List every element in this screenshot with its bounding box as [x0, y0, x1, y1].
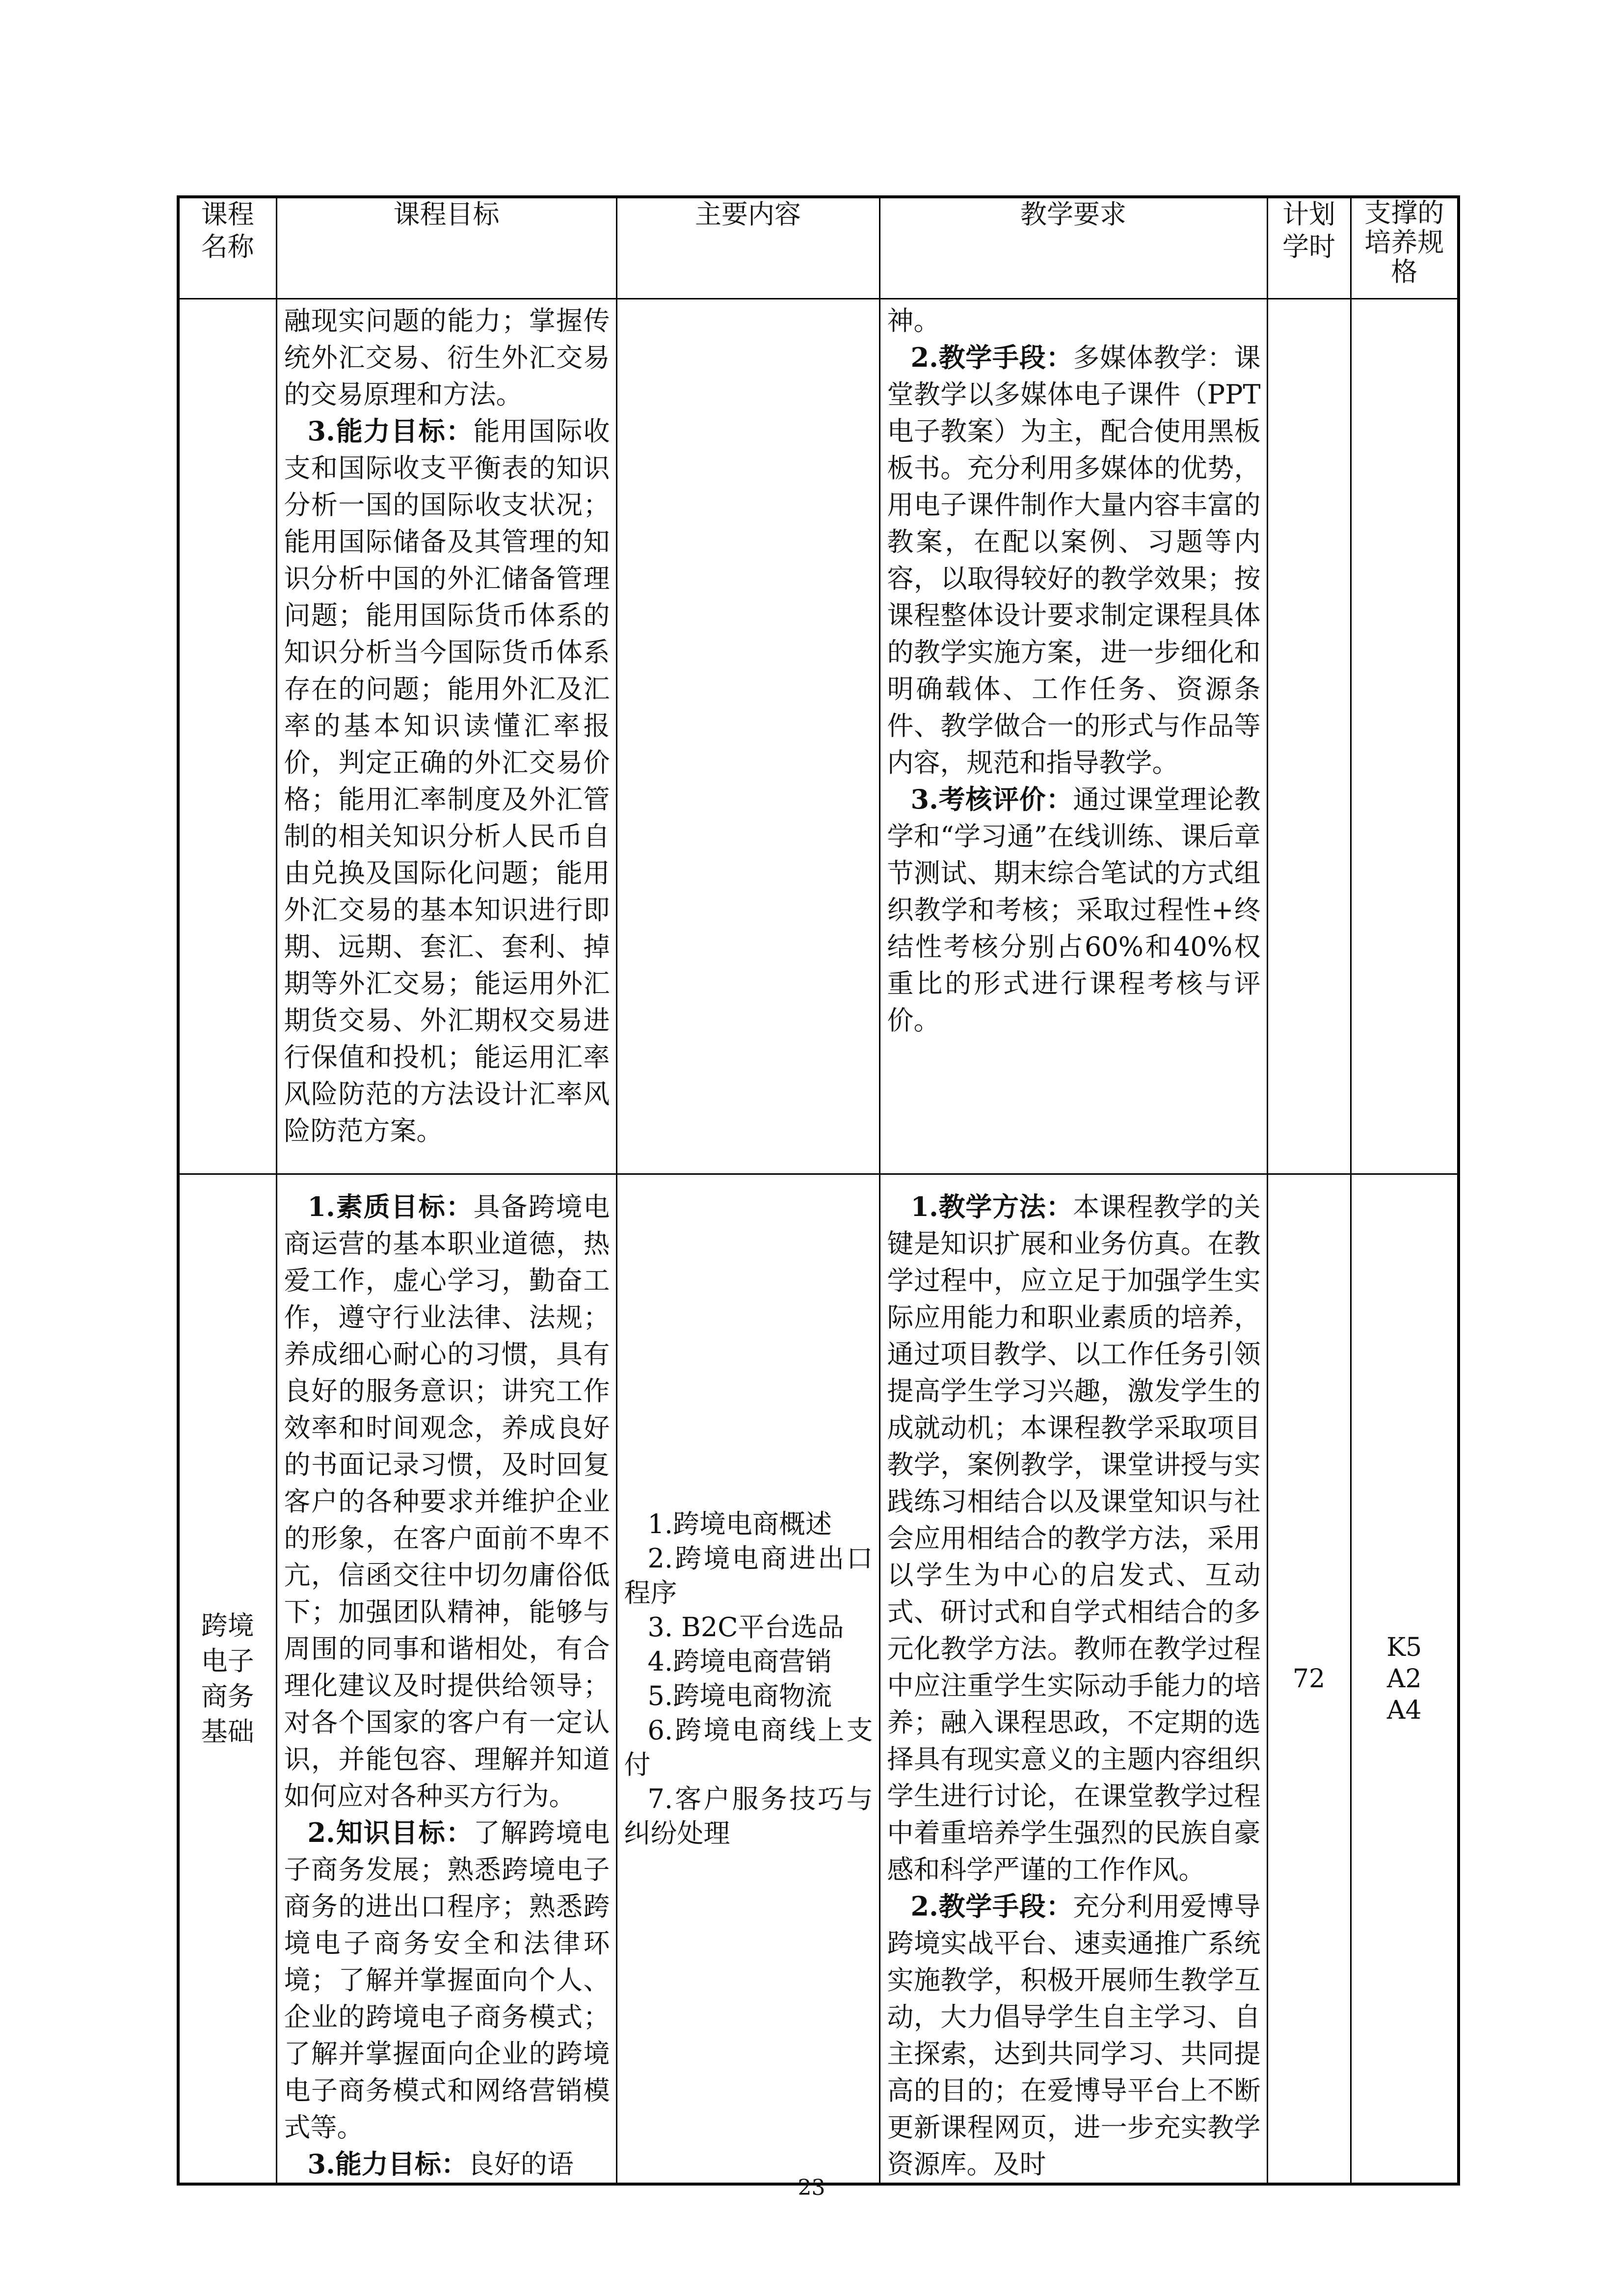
- quality-goal-text: 具备跨境电商运营的基本职业道德，热爱工作，虚心学习，勤奋工作，遵守行业法律、法规；养成细心耐心的习惯，具有良好的服务意识；讲究工作效率和时间观念，养成良好的书面记录习惯，及时回复客户的各种要求并维护企业的形象，在客户面前不卑不亢，信函交往中切勿庸俗低下；加强团队精神，能够与周围的同事和谐相处，有合理化建议及时提供给领导；对各个国家的客户有一定认识，并能包容、理解并知道如何应对各种买方行为。: [284, 1191, 610, 1811]
- course-table: [177, 195, 1460, 2186]
- row1-course-name-cell: [178, 299, 276, 1174]
- header-teaching-requirements: 教学要求: [879, 197, 1267, 299]
- row1-req-p2: [887, 339, 1261, 781]
- row2-teaching-req-cell: [879, 1174, 1267, 2185]
- assessment-label: 3.考核评价：: [910, 783, 1073, 815]
- row2-support-cell: [1351, 1174, 1459, 2185]
- row1-req-text: [880, 299, 1267, 1039]
- teaching-means-text-2: 充分利用爱博导跨境实战平台、速卖通推广系统实施教学，积极开展师生教学互动，大力倡导学生自主学习、自主探索，达到共同学习、共同提高的目的；在爱博导平台上不断更新课程网页，进一步充实教学资源库。及时: [887, 1891, 1261, 2180]
- knowledge-goal-label: 2.知识目标：: [307, 1817, 474, 1848]
- supported-specs: [1352, 1632, 1458, 1726]
- planned-hours: 72: [1292, 1664, 1326, 1694]
- row2-hours-cell: [1267, 1174, 1351, 2185]
- row1-main-content-cell: [616, 299, 879, 1174]
- content-list: [617, 1507, 879, 1851]
- ability-goal-text: 能用国际收支和国际收支平衡表的知识分析一国的国际收支状况；能用国际储备及其管理的知识分析中国的外汇储备管理问题；能用国际货币体系的知识分析当今国际货币体系存在的问题；能用外汇及汇率的基本知识读懂汇率报价，判定正确的外汇交易价格；能用汇率制度及外汇管制的相关知识分析人民币自由兑换及国际化问题；能用外汇交易的基本知识进行即期、远期、套汇、套利、掉期等外汇交易；能运用外汇期货交易、外汇期权交易进行保值和投机；能运用汇率风险防范的方法设计汇率风险防范方案。: [284, 416, 610, 1146]
- header-course-goal: 课程目标: [276, 197, 616, 299]
- row2-req-text: [880, 1175, 1267, 2183]
- row1-req-p1: 神。: [887, 305, 940, 336]
- course-name: 跨境 电子 商务 基础: [201, 1610, 254, 1747]
- table-row: [178, 1174, 1459, 2185]
- list-item: 2.跨境电商进出口程序: [624, 1542, 873, 1608]
- table-header-row: [178, 197, 1459, 299]
- row1-goal-p2: [284, 413, 610, 1149]
- teaching-means: [887, 1888, 1261, 2183]
- quality-goal: [284, 1189, 610, 1814]
- assessment-text: 通过课堂理论教学和“学习通”在线训练、课后章节测试、期末综合笔试的方式组织教学和考核；采取过程性+终结性考核分别占60%和40%权重比的形式进行课程考核与评价。: [887, 784, 1261, 1036]
- row1-teaching-req-cell: [879, 299, 1267, 1174]
- ability-goal-label-2: 3.能力目标：: [307, 2148, 468, 2180]
- quality-goal-label: 1.素质目标：: [307, 1191, 474, 1222]
- teaching-means-text: 多媒体教学：课堂教学以多媒体电子课件（PPT电子教案）为主，配合使用黑板板书。充分利用多媒体的优势，用电子课件制作大量内容丰富的教案，在配以案例、习题等内容，以取得较好的教学效果；按课程整体设计要求制定课程具体的教学实施方案，进一步细化和明确载体、工作任务、资源条件、教学做合一的形式与作品等内容，规范和指导教学。: [887, 342, 1261, 778]
- page-number: 23: [798, 2175, 825, 2200]
- teaching-method-label: 1.教学方法：: [910, 1191, 1073, 1222]
- teaching-method: [887, 1189, 1261, 1888]
- knowledge-goal: [284, 1814, 610, 2146]
- teaching-means-label-2: 2.教学手段：: [910, 1891, 1073, 1922]
- spec-code: A2: [1386, 1664, 1422, 1694]
- knowledge-goal-text: 了解跨境电子商务发展；熟悉跨境电子商务的进出口程序；熟悉跨境电子商务安全和法律环境；了解并掌握面向个人、企业的跨境电子商务模式；了解并掌握面向企业的跨境电子商务模式和网络营销模式等。: [284, 1817, 610, 2143]
- list-item: 3. B2C平台选品: [647, 1611, 844, 1643]
- teaching-means-label: 2.教学手段：: [910, 342, 1073, 373]
- row2-course-name-cell: [178, 1174, 276, 2185]
- row1-course-goal-cell: [276, 299, 616, 1174]
- row1-req-p3: [887, 781, 1261, 1039]
- header-planned-hours: 计划 学时: [1267, 197, 1351, 299]
- row1-goal-text: [277, 299, 616, 1149]
- list-item: 7.客户服务技巧与纠纷处理: [624, 1783, 873, 1849]
- row1-goal-p1: 融现实问题的能力；掌握传统外汇交易、衍生外汇交易的交易原理和方法。: [284, 305, 610, 410]
- ability-goal-text-2: 良好的语: [467, 2149, 574, 2180]
- list-item: 1.跨境电商概述: [647, 1508, 832, 1540]
- header-course-name: 课程 名称: [178, 197, 276, 299]
- row2-course-goal-cell: [276, 1174, 616, 2185]
- table-row: [178, 299, 1459, 1174]
- ability-goal-label: 3.能力目标：: [307, 415, 474, 447]
- row2-goal-text: [277, 1175, 616, 2183]
- header-main-content: 主要内容: [616, 197, 879, 299]
- list-item: 6.跨境电商线上支付: [624, 1714, 873, 1780]
- spec-code: K5: [1386, 1632, 1422, 1662]
- row2-main-content-cell: [616, 1174, 879, 2185]
- header-supported-specs: 支撑的 培养规 格: [1351, 197, 1459, 299]
- list-item: 5.跨境电商物流: [647, 1680, 832, 1711]
- spec-code: A4: [1386, 1695, 1422, 1725]
- row1-hours-cell: [1267, 299, 1351, 1174]
- teaching-method-text: 本课程教学的关键是知识扩展和业务仿真。在教学过程中，应立足于加强学生实际应用能力和职业素质的培养，通过项目教学、以工作任务引领提高学生学习兴趣，激发学生的成就动机；本课程教学采取项目教学，案例教学，课堂讲授与实践练习相结合以及课堂知识与社会应用相结合的教学方法，采用以学生为中心的启发式、互动式、研讨式和自学式相结合的多元化教学方法。教师在教学过程中应注重学生实际动手能力的培养；融入课程思政，不定期的选择具有现实意义的主题内容组织学生进行讨论，在课堂教学过程中着重培养学生强烈的民族自豪感和科学严谨的工作作风。: [887, 1191, 1261, 1885]
- list-item: 4.跨境电商营销: [647, 1646, 832, 1677]
- row1-support-cell: [1351, 299, 1459, 1174]
